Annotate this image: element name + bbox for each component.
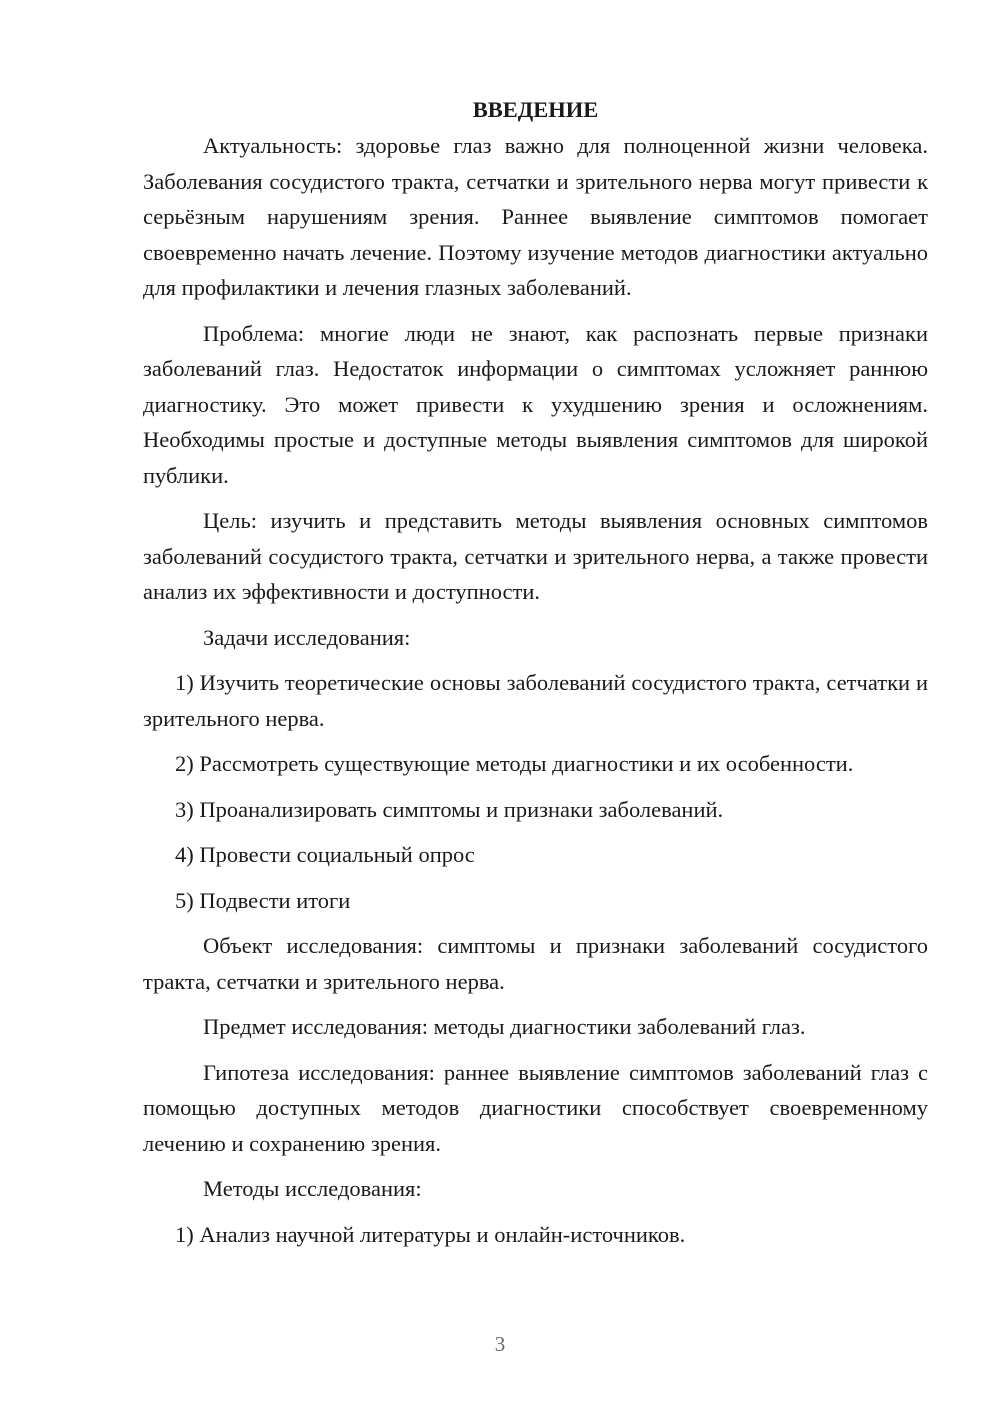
- method-item: 1) Анализ научной литературы и онлайн-источников.: [175, 1221, 686, 1247]
- subject-paragraph: Предмет исследования: методы диагностики заболеваний глаз.: [203, 1014, 806, 1039]
- task-item: 1) Изучить теоретические основы заболеваний сосудистого тракта, сетчатки и зрительного нерва.: [143, 670, 928, 731]
- hypothesis-paragraph: Гипотеза исследования: раннее выявление симптомов заболеваний глаз с помощью доступных методов диагностики способствует своевременному лечению и сохранению зрения.: [143, 1059, 928, 1156]
- goal-paragraph: Цель: изучить и представить методы выявления основных симптомов заболеваний сосудистого тракта, сетчатки и зрительного нерва, а также провести анализ их эффективности и доступности.: [143, 508, 928, 604]
- problem-paragraph: Проблема: многие люди не знают, как распознать первые признаки заболеваний глаз. Недостаток информации о симптомах усложняет раннюю диагностику. Это может привести к ухудшению зрения и осложнениям. Необходимы простые и доступные методы выявления симптомов для широкой публики.: [143, 320, 928, 488]
- tasks-heading: Задачи исследования:: [203, 624, 411, 650]
- document-page: [143, 92, 928, 1262]
- object-paragraph: Объект исследования: симптомы и признаки заболеваний сосудистого тракта, сетчатки и зрительного нерва.: [143, 933, 928, 994]
- relevance-paragraph: Актуальность: здоровье глаз важно для полноценной жизни человека. Заболевания сосудистого тракта, сетчатки и зрительного нерва могут привести к серьёзным нарушениям зрения. Раннее выявление симптомов помогает своевременно начать лечение. Поэтому изучение методов диагностики актуально для профилактики и лечения глазных заболеваний.: [143, 133, 928, 300]
- page-number: 3: [494, 1332, 506, 1356]
- methods-heading: Методы исследования:: [203, 1176, 422, 1201]
- task-item: 4) Провести социальный опрос: [175, 842, 475, 867]
- task-item: 2) Рассмотреть существующие методы диагностики и их особенности.: [175, 751, 854, 776]
- page-title: ВВЕДЕНИЕ: [472, 97, 599, 122]
- task-item: 3) Проанализировать симптомы и признаки заболеваний.: [175, 796, 724, 822]
- task-item: 5) Подвести итоги: [175, 887, 351, 913]
